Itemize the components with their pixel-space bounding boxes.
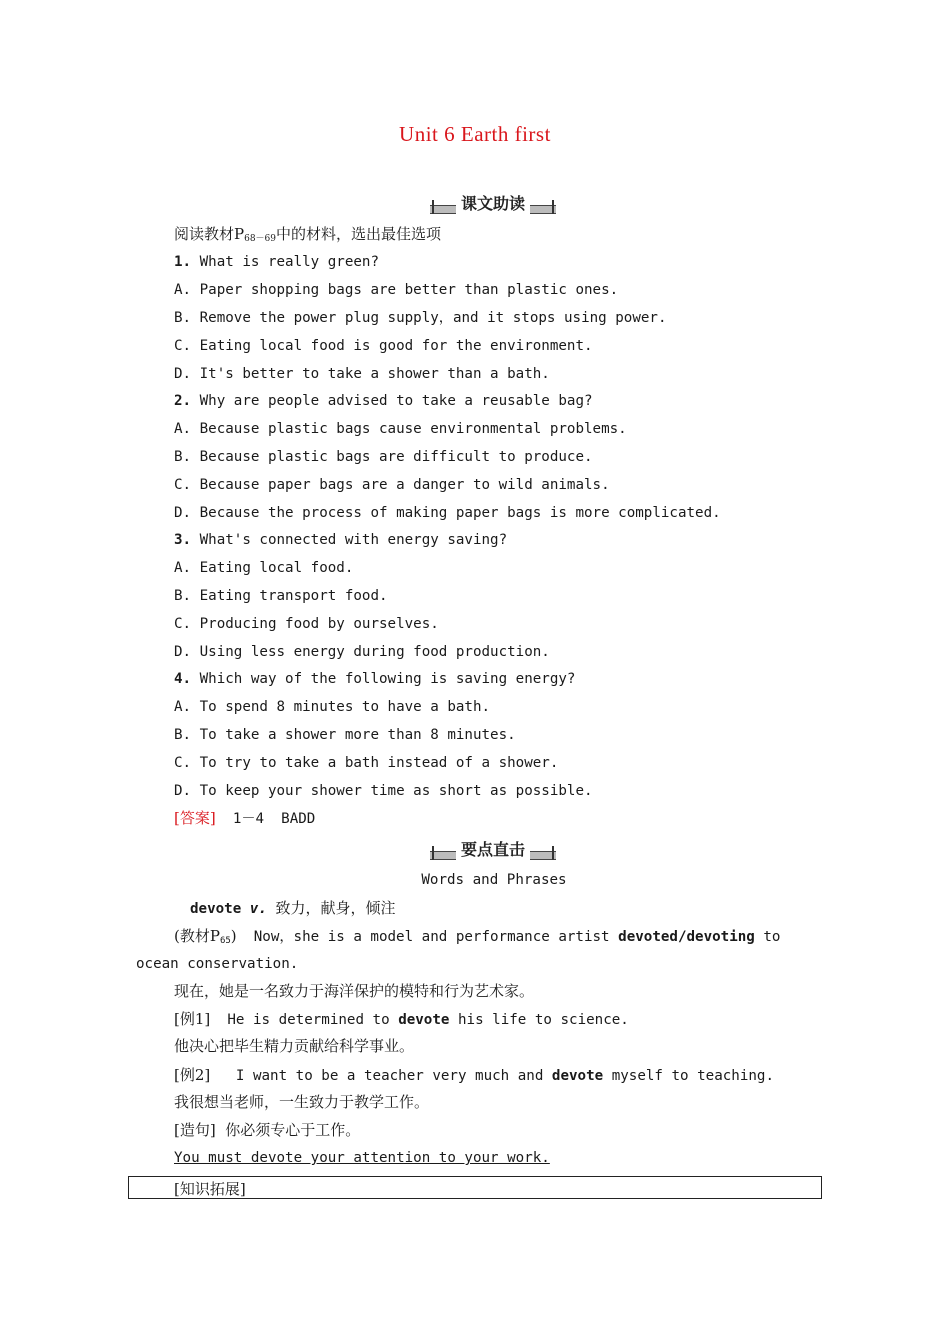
textbook-ref-post: )	[230, 927, 237, 945]
option: D. To keep your shower time as short as possible.	[174, 783, 593, 799]
make-sentence-answer: You must devote your attention to your work.	[174, 1150, 550, 1166]
vocab-pos: v.	[249, 901, 267, 917]
option: B. Because plastic bags are difficult to produce.	[174, 449, 593, 465]
textbook-page: 65	[219, 936, 231, 946]
knowledge-extension-box	[128, 1176, 822, 1199]
question-text: Which way of the following is saving energy?	[199, 671, 576, 687]
answer-line	[174, 808, 315, 829]
banner-tick-left	[432, 846, 434, 860]
intro-page-range: 68－69	[244, 234, 276, 244]
textbook-keyword: devoted/devoting	[618, 929, 755, 945]
option: A. Because plastic bags cause environmental problems.	[174, 421, 627, 437]
textbook-translation: 现在，她是一名致力于海洋保护的模特和行为艺术家。	[174, 982, 535, 1000]
example-label: [例2]	[174, 1066, 211, 1084]
intro-text-post: 中的材料，选出最佳选项	[276, 225, 442, 243]
textbook-ref-pre: (教材P	[174, 927, 220, 945]
banner-label: 要点直击	[456, 839, 530, 861]
example-text: He is determined to	[227, 1012, 390, 1028]
option: B. Remove the power plug supply，and it stops using power.	[174, 310, 667, 326]
example-2	[174, 1065, 774, 1086]
section-banner-key-points	[430, 839, 556, 863]
page-title: Unit 6 Earth first	[399, 122, 551, 146]
question-4	[174, 669, 575, 689]
example-2-translation: 我很想当老师，一生致力于教学工作。	[174, 1093, 430, 1111]
question-number: 2.	[174, 393, 192, 409]
option: B. To take a shower more than 8 minutes.	[174, 727, 516, 743]
make-sentence-label: [造句]	[174, 1121, 216, 1139]
vocab-meaning: 致力，献身，倾注	[275, 899, 396, 917]
example-1	[174, 1009, 629, 1030]
textbook-sentence-part: to	[763, 929, 781, 945]
words-phrases-heading: Words and Phrases	[421, 872, 567, 888]
question-text: What is really green?	[199, 254, 380, 270]
option: A. Paper shopping bags are better than plastic ones.	[174, 282, 619, 298]
example-1-translation: 他决心把毕生精力贡献给科学事业。	[174, 1037, 415, 1055]
make-sentence	[174, 1120, 360, 1140]
vocab-word: devote	[190, 901, 242, 917]
option: B. Eating transport food.	[174, 588, 388, 604]
option: C. Eating local food is good for the environment.	[174, 338, 593, 354]
question-number: 3.	[174, 532, 192, 548]
example-keyword: devote	[551, 1068, 604, 1084]
option: D. Using less energy during food production.	[174, 644, 550, 660]
vocab-entry	[190, 898, 395, 919]
option: D. It's better to take a shower than a bath.	[174, 366, 550, 382]
example-keyword: devote	[398, 1012, 450, 1028]
banner-tick-right	[552, 846, 554, 860]
question-text: What's connected with energy saving?	[199, 532, 508, 548]
answer-label: [答案]	[174, 809, 216, 827]
textbook-example	[174, 926, 780, 951]
question-2	[174, 391, 593, 411]
example-text: his life to science.	[457, 1012, 629, 1028]
section-banner-reading	[430, 193, 556, 217]
banner-label: 课文助读	[456, 193, 530, 215]
option: C. To try to take a bath instead of a shower.	[174, 755, 559, 771]
textbook-sentence-part: Now，she is a model and performance artist	[253, 929, 610, 945]
question-1	[174, 252, 379, 272]
option: D. Because the process of making paper bags is more complicated.	[174, 505, 721, 521]
example-text: I want to be a teacher very much and	[235, 1068, 544, 1084]
banner-tick-right	[552, 200, 554, 214]
reading-intro	[174, 224, 441, 249]
question-3	[174, 530, 507, 550]
example-text: myself to teaching.	[611, 1068, 775, 1084]
question-text: Why are people advised to take a reusable bag?	[199, 393, 593, 409]
intro-text-pre: 阅读教材P	[174, 225, 245, 243]
textbook-sentence-continued: ocean conservation.	[136, 956, 299, 972]
option: C. Producing food by ourselves.	[174, 616, 439, 632]
question-number: 4.	[174, 671, 192, 687]
option: C. Because paper bags are a danger to wild animals.	[174, 477, 610, 493]
question-number: 1.	[174, 254, 192, 270]
example-label: [例1]	[174, 1010, 211, 1028]
make-sentence-prompt: 你必须专心于工作。	[225, 1121, 361, 1139]
banner-tick-left	[432, 200, 434, 214]
knowledge-extension-label: [知识拓展]	[174, 1180, 246, 1198]
option: A. Eating local food.	[174, 560, 354, 576]
answer-text: 1－4 BADD	[232, 811, 316, 827]
option: A. To spend 8 minutes to have a bath.	[174, 699, 491, 715]
